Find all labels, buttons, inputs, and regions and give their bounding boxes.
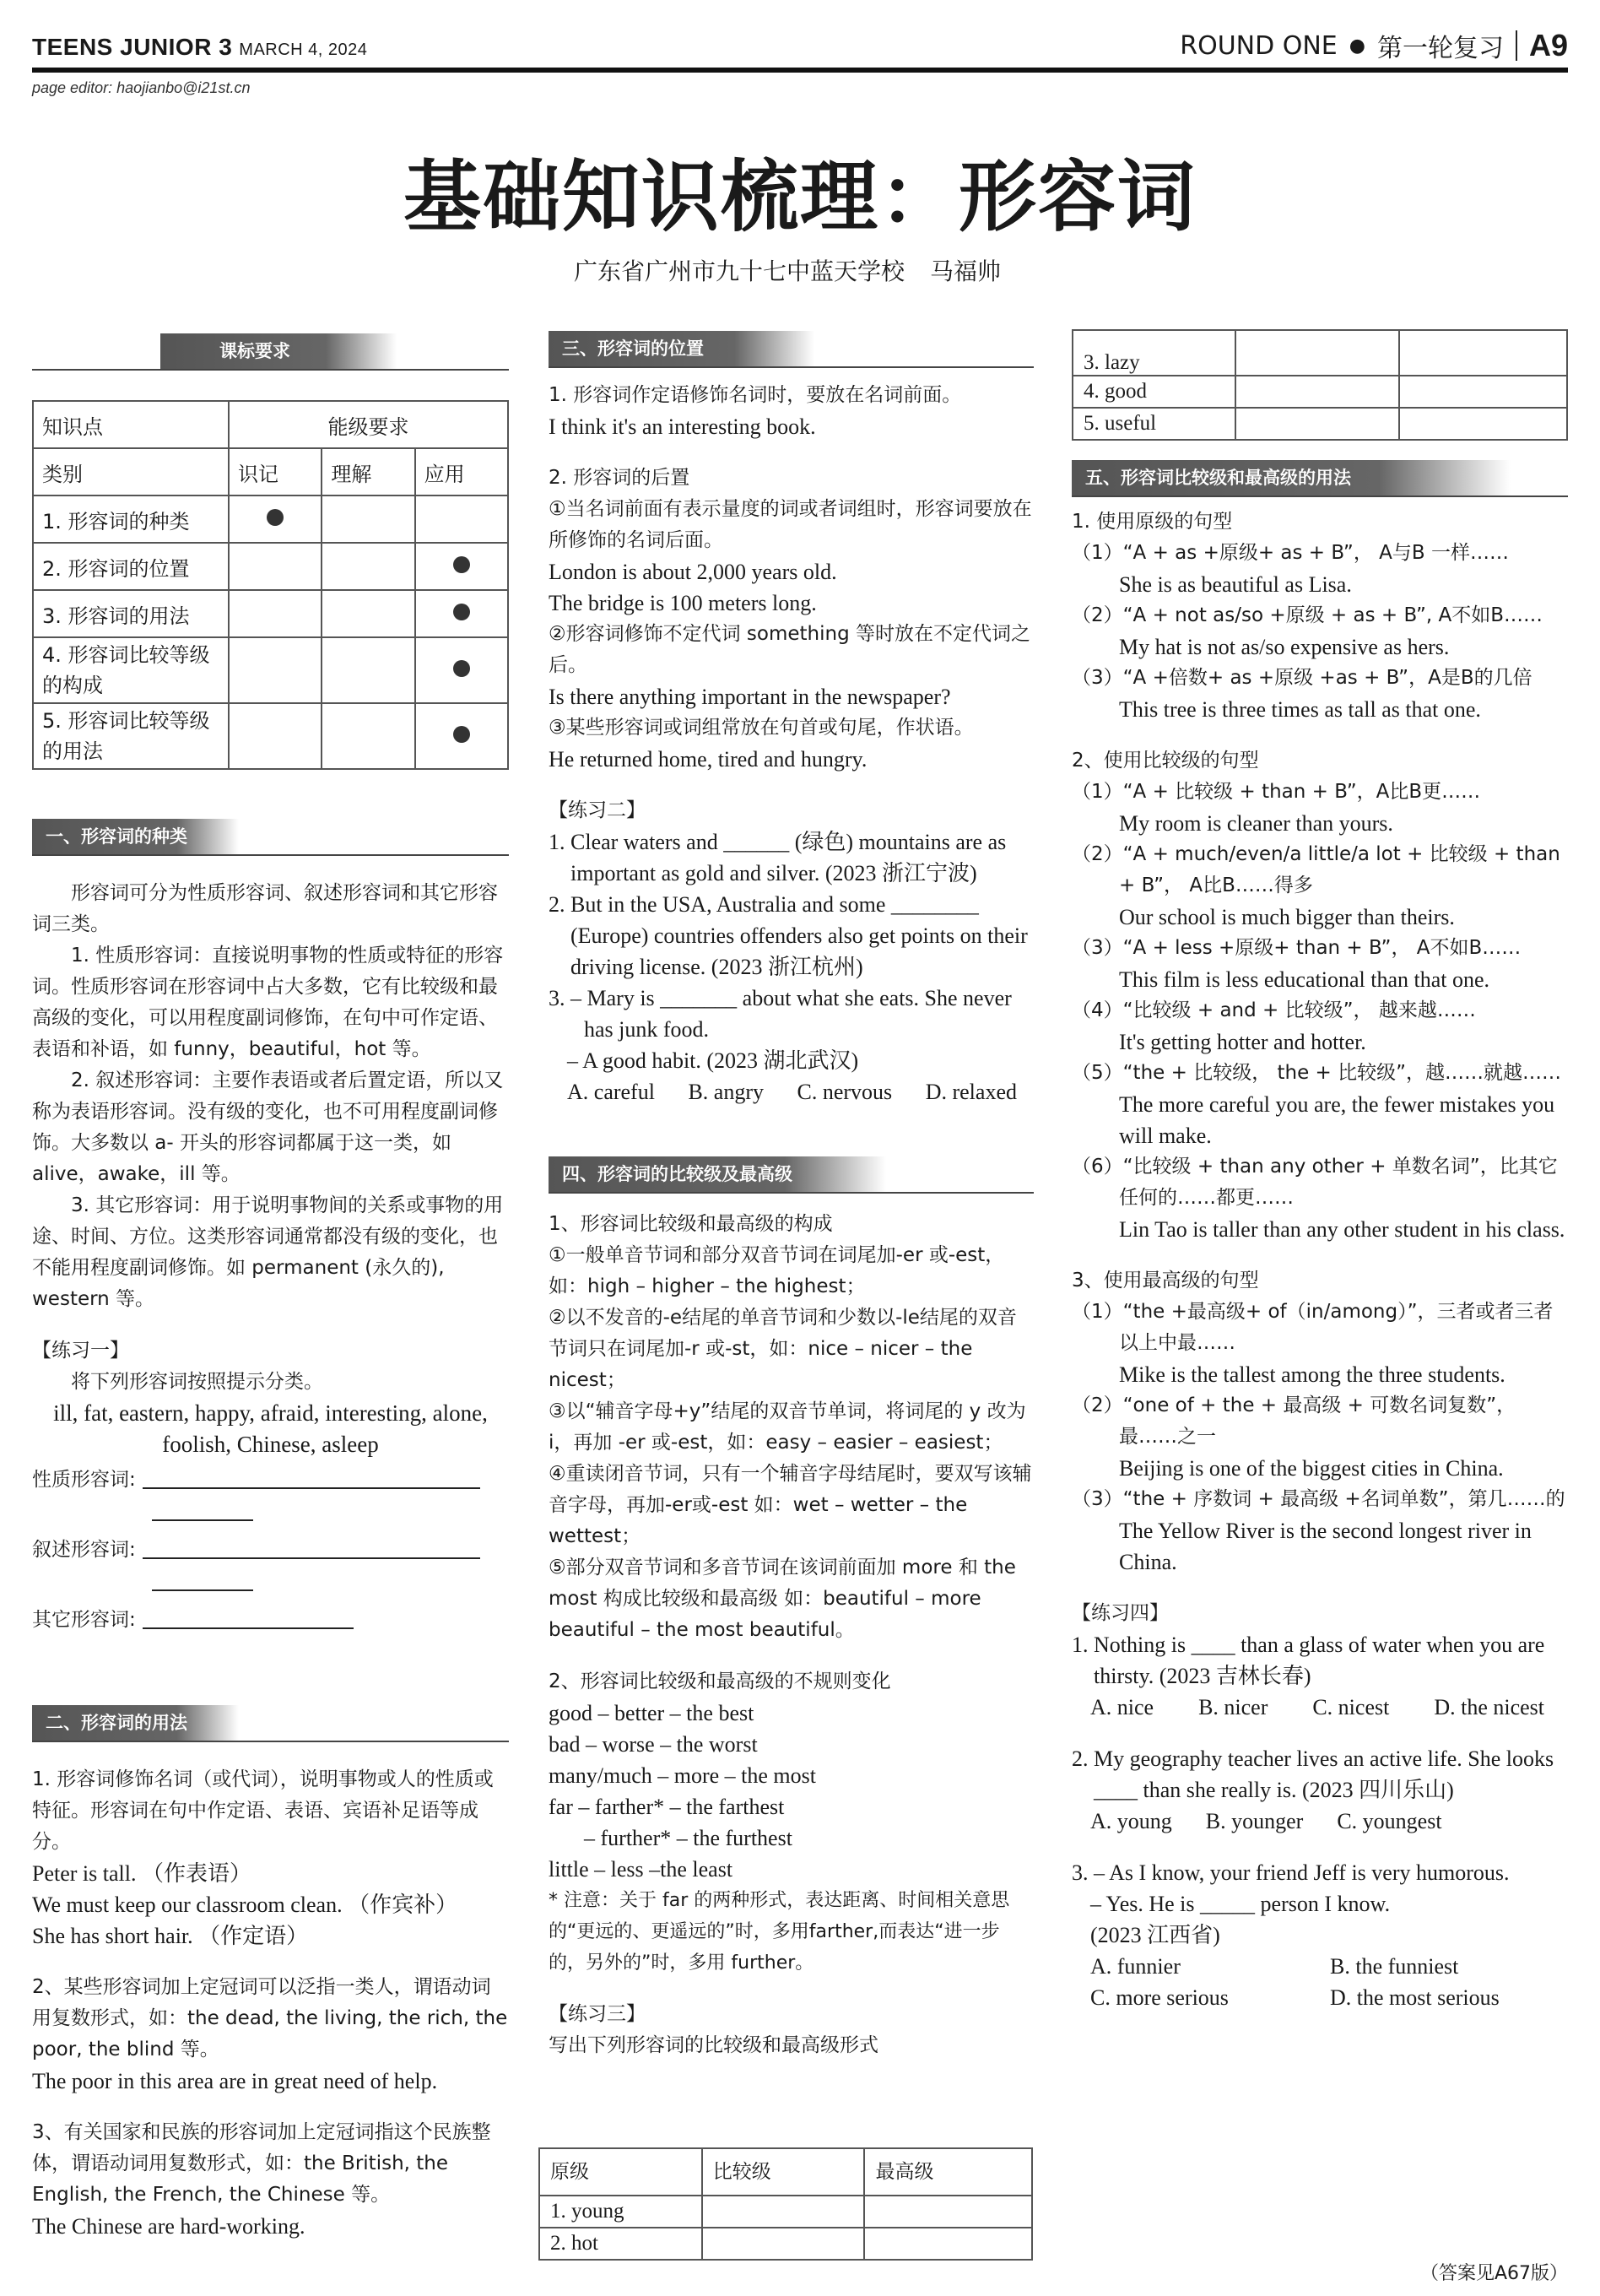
- dot-icon: [453, 556, 470, 573]
- table-cell: [229, 637, 322, 703]
- exercise-options: [1072, 1692, 1570, 1723]
- section-1-body: [32, 878, 509, 1636]
- pattern: （3）“A + less +原级+ than + B”， A不如B……: [1072, 937, 1522, 959]
- blank-field[interactable]: [152, 1568, 253, 1591]
- paragraph: 2、某些形容词加上定冠词可以泛指一类人，谓语动词用复数形式，如：the dead, the living, the rich, the poor, the blind 等。: [32, 1976, 508, 2060]
- paragraph: ①一般单音节词和部分双音节词在词尾加-er 或-est，如：high – higher – the highest；: [549, 1244, 1005, 1297]
- answer-label: 叙述形容词:: [32, 1539, 136, 1561]
- blank-cell[interactable]: [702, 2196, 865, 2228]
- example-sentence: She has short hair. （作定语）: [32, 1924, 309, 1948]
- example-sentence: Lin Tao is taller than any other student in his class.: [1119, 1217, 1565, 1242]
- dot-icon: [453, 660, 470, 677]
- section-rule: [32, 854, 509, 856]
- paragraph: 3. 其它形容词：用于说明事物间的关系或事物的用途、时间、方位。这类形容词通常都没有级的变化，也不能用程度副词修饰。如 permanent (永久的), western 等。: [32, 1194, 504, 1310]
- issue-date: MARCH 4, 2024: [239, 41, 368, 59]
- paragraph: 1. 形容词作定语修饰名词时，要放在名词前面。: [549, 384, 962, 406]
- round-cn-label: 第一轮复习: [1376, 34, 1504, 63]
- option[interactable]: C. nervous: [797, 1080, 893, 1104]
- section-header-1: 一、形容词的种类: [32, 819, 239, 854]
- pattern: （2）“A + much/even/a little/a lot + 比较级 + than + B”， A比B……得多: [1072, 843, 1560, 896]
- example-sentence: The poor in this area are in great need of help.: [32, 2069, 438, 2093]
- blank-cell[interactable]: [702, 2228, 865, 2260]
- spacer: [1072, 1837, 1570, 1857]
- table-cell: [415, 543, 508, 590]
- blank-cell[interactable]: [864, 2196, 1032, 2228]
- example-sentence: Peter is tall. （作表语）: [32, 1861, 251, 1886]
- pattern: （3）“the + 序数词 + 最高级 +名词单数”，第几……的: [1072, 1488, 1565, 1510]
- paragraph: 2. 形容词的后置: [549, 467, 690, 489]
- section-rule: [32, 369, 509, 371]
- table-cell: [415, 703, 508, 769]
- table-header-knowledge: 知识点: [33, 401, 229, 448]
- section-header-2: 二、形容词的用法: [32, 1705, 239, 1741]
- paragraph: 1. 性质形容词：直接说明事物的性质或特征的形容词。性质形容词在形容词中占大多数，它有比较级和最高级的变化，可以用程度副词修饰，在句中可作定语、表语和补语，如 funny，beautiful，hot 等。: [32, 945, 504, 1060]
- table-row: [33, 590, 508, 637]
- exercise-item: 1. Nothing is ____ than a glass of water when you are thirsty. (2023 吉林长春): [1072, 1633, 1545, 1688]
- option[interactable]: B. angry: [688, 1080, 764, 1104]
- dot-icon: [453, 604, 470, 620]
- section-rule: [32, 1741, 509, 1742]
- table-header-superlative: 最高级: [864, 2148, 1032, 2196]
- table-cell: 3. lazy: [1073, 330, 1235, 376]
- spacer: [1072, 1578, 1570, 1598]
- table-cell: 3. 形容词的用法: [33, 590, 229, 637]
- table-row: [33, 495, 508, 543]
- example-sentence: far – farther* – the farthest: [549, 1795, 785, 1819]
- table-row: [1073, 408, 1567, 440]
- blank-cell[interactable]: [1399, 376, 1567, 408]
- paragraph: 1. 形容词修饰名词（或代词），说明事物或人的性质或特征。形容词在句中作定语、表语、宾语补足语等成分。: [32, 1768, 494, 1853]
- table-cell: 5. useful: [1073, 408, 1235, 440]
- table-row: [539, 2196, 1032, 2228]
- answer-label: 性质形容词:: [32, 1469, 136, 1491]
- paragraph: 3、有关国家和民族的形容词加上定冠词指这个民族整体，谓语动词用复数形式，如：the British, the English, the French, the Chinese 等。: [32, 2121, 491, 2206]
- requirements-table: [32, 400, 509, 770]
- blank-cell[interactable]: [1235, 376, 1398, 408]
- option[interactable]: B. the funniest: [1330, 1954, 1459, 1979]
- round-label: ROUND ONE: [1180, 30, 1338, 61]
- table-cell: 5. 形容词比较等级的用法: [33, 703, 229, 769]
- pattern: （5）“the + 比较级， the + 比较级”，越……就越……: [1072, 1062, 1562, 1084]
- spacer: [549, 442, 1034, 463]
- exercise-instruction: 将下列形容词按照提示分类。: [71, 1371, 323, 1393]
- page-editor: page editor: haojianbo@i21st.cn: [32, 79, 251, 96]
- forms-table-continued: [1072, 329, 1568, 441]
- section-4-body: [549, 1209, 1034, 2061]
- exercise-item: 3. – Mary is _______ about what she eats. She never has junk food.: [549, 986, 1012, 1042]
- section-5-body: [1072, 506, 1570, 2013]
- table-cell: [322, 703, 414, 769]
- example-sentence: I think it's an interesting book.: [549, 414, 816, 439]
- section-header-5: 五、形容词比较级和最高级的用法: [1072, 460, 1511, 495]
- spacer: [1072, 1723, 1570, 1743]
- table-header-memorize: 识记: [229, 448, 322, 495]
- newspaper-name: [32, 34, 367, 61]
- table-row: [33, 637, 508, 703]
- section-rule: [549, 366, 1034, 368]
- spacer: [1072, 725, 1570, 745]
- example-sentence: Is there anything important in the newspaper?: [549, 685, 951, 709]
- option[interactable]: D. the most serious: [1330, 1985, 1500, 2010]
- paragraph: 1、形容词比较级和最高级的构成: [549, 1213, 833, 1235]
- table-cell: [322, 590, 414, 637]
- section-rule: [1072, 495, 1568, 497]
- exercise-item: – Yes. He is _____ person I know.: [1090, 1892, 1391, 1916]
- paragraph: ⑤部分双音节词和多音节词在该词前面加 more 和 the most 构成比较级和最高级 如：beautiful – more beautiful – the most beautiful。: [549, 1557, 1016, 1641]
- example-sentence: many/much – more – the most: [549, 1763, 817, 1788]
- table-row: [539, 2228, 1032, 2260]
- example-sentence: My hat is not as/so expensive as hers.: [1119, 635, 1450, 659]
- option[interactable]: B. younger: [1205, 1809, 1304, 1833]
- exercise-title: 【练习一】: [32, 1340, 129, 1362]
- section-3-body: [549, 380, 1034, 1107]
- table-cell: 1. young: [539, 2196, 702, 2228]
- example-sentence: This film is less educational than that one.: [1119, 967, 1490, 992]
- paper-title: TEENS JUNIOR 3: [32, 34, 233, 60]
- exercise-options: [1072, 1951, 1570, 2013]
- table-header-comparative: 比较级: [702, 2148, 865, 2196]
- spacer: [549, 775, 1034, 795]
- pattern: （6）“比较级 + than any other + 单数名词”，比其它任何的……都更……: [1072, 1156, 1558, 1209]
- paragraph: 3、使用最高级的句型: [1072, 1270, 1259, 1292]
- pattern: （2）“one of + the + 最高级 + 可数名词复数”，最……之一: [1072, 1394, 1516, 1448]
- pattern: （4）“比较级 + and + 比较级”， 越来越……: [1072, 999, 1476, 1021]
- exercise-item: 2. My geography teacher lives an active life. She looks ____ than she really is. (2023 四川乐山): [1072, 1746, 1554, 1802]
- table-cell: [229, 543, 322, 590]
- exercise-options: [549, 1076, 1034, 1107]
- table-header-level: 能级要求: [229, 401, 508, 448]
- table-cell: [322, 543, 414, 590]
- section-label: [1180, 27, 1568, 64]
- example-sentence: We must keep our classroom clean. （作宾补）: [32, 1893, 458, 1917]
- table-cell: [229, 590, 322, 637]
- exercise-words: ill, fat, eastern, happy, afraid, interesting, alone, foolish, Chinese, asleep: [53, 1400, 488, 1457]
- pattern: （1）“the +最高级+ of（in/among）”，三者或者三者以上中最……: [1072, 1301, 1554, 1354]
- author-school: 广东省广州市九十七中蓝天学校: [574, 257, 905, 285]
- exercise-item: – A good habit. (2023 湖北武汉): [567, 1048, 859, 1073]
- answer-line: [32, 1464, 509, 1527]
- paragraph: ②形容词修饰不定代词 something 等时放在不定代词之后。: [549, 623, 1031, 676]
- example-sentence: Mike is the tallest among the three students.: [1119, 1362, 1505, 1387]
- spacer: [549, 1646, 1034, 1666]
- example-sentence: Our school is much bigger than theirs.: [1119, 905, 1455, 929]
- example-sentence: bad – worse – the worst: [549, 1732, 758, 1757]
- page-number: A9: [1528, 28, 1568, 62]
- example-sentence: little – less –the least: [549, 1857, 733, 1882]
- example-sentence: She is as beautiful as Lisa.: [1119, 572, 1352, 597]
- table-row: [1073, 376, 1567, 408]
- option[interactable]: C. more serious: [1090, 1985, 1229, 2010]
- paragraph: ④重读闭音节词，只有一个辅音字母结尾时，要双写该辅音字母，再加-er或-est 如：wet – wetter – the wettest；: [549, 1463, 1032, 1547]
- example-sentence: The Yellow River is the second longest river in China.: [1119, 1519, 1532, 1574]
- blank-field[interactable]: [143, 1606, 354, 1629]
- option[interactable]: A. nice: [1090, 1695, 1154, 1719]
- blank-cell[interactable]: [1399, 408, 1567, 440]
- exercise-item: (2023 江西省): [1090, 1923, 1220, 1947]
- exercise-item: 3. – As I know, your friend Jeff is very humorous.: [1072, 1860, 1510, 1885]
- table-cell: 4. good: [1073, 376, 1235, 408]
- table-cell: 4. 形容词比较等级的构成: [33, 637, 229, 703]
- blank-cell[interactable]: [1235, 408, 1398, 440]
- spacer: [32, 1315, 509, 1335]
- example-sentence: The more careful you are, the fewer mistakes you will make.: [1119, 1092, 1555, 1148]
- paragraph: 2、使用比较级的句型: [1072, 750, 1259, 772]
- paragraph: 2. 叙述形容词：主要作表语或者后置定语，所以又称为表语形容词。没有级的变化，也不可用程度副词修饰。大多数以 a- 开头的形容词都属于这一类，如 alive，awake，ill 等。: [32, 1069, 504, 1185]
- table-cell: 2. hot: [539, 2228, 702, 2260]
- blank-field[interactable]: [143, 1465, 480, 1489]
- note: * 注意：关于 far 的两种形式，表达距离、时间相关意思的“更远的、更遥远的”时，多用farther,而表达“进一步的，另外的”时，多用 further。: [549, 1890, 1010, 1974]
- table-cell: [322, 637, 414, 703]
- option[interactable]: A. funnier: [1090, 1954, 1181, 1979]
- exercise-title: 【练习四】: [1072, 1602, 1169, 1624]
- paragraph: ③以“辅音字母+y”结尾的双音节单词，将词尾的 y 改为 i，再加 -er 或-est，如：easy – easier – easiest；: [549, 1400, 1026, 1454]
- example-sentence: good – better – the best: [549, 1701, 754, 1725]
- spacer: [549, 1979, 1034, 1999]
- example-sentence: My room is cleaner than yours.: [1119, 811, 1393, 836]
- exercise-options: [1072, 1806, 1570, 1837]
- table-cell: [415, 590, 508, 637]
- pattern: （3）“A +倍数+ as +原级 +as + B”，A是B的几倍: [1072, 667, 1532, 689]
- example-sentence: London is about 2,000 years old.: [549, 560, 837, 584]
- spacer: [1072, 1245, 1570, 1265]
- option[interactable]: D. the nicest: [1434, 1695, 1544, 1719]
- table-row: [33, 703, 508, 769]
- pattern: （1）“A + as +原级+ as + B”， A与B 一样……: [1072, 542, 1509, 564]
- option[interactable]: A. young: [1090, 1809, 1172, 1833]
- paragraph: ①当名词前面有表示量度的词或者词组时，形容词要放在所修饰的名词后面。: [549, 498, 1032, 551]
- option[interactable]: B. nicer: [1198, 1695, 1268, 1719]
- table-header-apply: 应用: [415, 448, 508, 495]
- bullet-icon: ●: [1349, 35, 1365, 57]
- section-rule: [549, 1192, 1034, 1194]
- example-sentence: The bridge is 100 meters long.: [549, 591, 817, 615]
- answer-line: [32, 1534, 509, 1597]
- page-title: 基础知识梳理：形容词: [403, 152, 1197, 242]
- option[interactable]: D. relaxed: [925, 1080, 1017, 1104]
- spacer: [32, 2097, 509, 2117]
- table-cell: [415, 495, 508, 543]
- example-sentence: The Chinese are hard-working.: [32, 2214, 305, 2239]
- pattern: （2）“A + not as/so +原级 + as + B”, A不如B……: [1072, 604, 1543, 626]
- dot-icon: [453, 726, 470, 743]
- author-name: 马福帅: [930, 257, 1002, 285]
- example-sentence: Beijing is one of the biggest cities in China.: [1119, 1456, 1504, 1481]
- example-sentence: It's getting hotter and hotter.: [1119, 1030, 1366, 1054]
- dot-icon: [267, 509, 284, 526]
- paragraph: ②以不发音的-e结尾的单音节词和少数以-le结尾的双音节词只在词尾加-r 或-st，如：nice – nicer – the nicest；: [549, 1307, 1017, 1391]
- paragraph: 形容词可分为性质形容词、叙述形容词和其它形容词三类。: [32, 882, 498, 935]
- table-header-understand: 理解: [322, 448, 414, 495]
- paragraph: ③某些形容词或词组常放在句首或句尾，作状语。: [549, 717, 974, 739]
- exercise-item: 2. But in the USA, Australia and some ________ (Europe) countries offenders also get points on their driving license. (2023 浙江杭州): [549, 892, 1028, 979]
- blank-cell[interactable]: [864, 2228, 1032, 2260]
- option[interactable]: C. youngest: [1337, 1809, 1442, 1833]
- exercise-instruction: 写出下列形容词的比较级和最高级形式: [549, 2034, 878, 2056]
- example-sentence: – further* – the furthest: [584, 1826, 792, 1850]
- table-cell: [229, 495, 322, 543]
- table-row: [33, 543, 508, 590]
- section-header-4: 四、形容词的比较级及最高级: [549, 1156, 886, 1192]
- table-cell: 1. 形容词的种类: [33, 495, 229, 543]
- exercise-title: 【练习二】: [549, 799, 646, 821]
- answer-label: 其它形容词:: [32, 1609, 136, 1631]
- table-row: [1073, 330, 1567, 376]
- blank-field[interactable]: [152, 1497, 253, 1521]
- option[interactable]: A. careful: [567, 1080, 655, 1104]
- author-line: [574, 253, 1001, 287]
- table-header-base: 原级: [539, 2148, 702, 2196]
- answer-line: [32, 1604, 509, 1636]
- option[interactable]: C. nicest: [1312, 1695, 1390, 1719]
- pattern: （1）“A + 比较级 + than + B”，A比B更……: [1072, 781, 1481, 803]
- forms-table: [538, 2147, 1033, 2261]
- paragraph: 2、形容词比较级和最高级的不规则变化: [549, 1671, 891, 1692]
- example-sentence: He returned home, tired and hungry.: [549, 747, 868, 772]
- paragraph: 1. 使用原级的句型: [1072, 511, 1233, 533]
- blank-cell[interactable]: [1399, 330, 1567, 376]
- example-sentence: This tree is three times as tall as that one.: [1119, 697, 1481, 722]
- table-cell: [229, 703, 322, 769]
- section-header-requirements: 课标要求: [160, 333, 397, 369]
- table-cell: [322, 495, 414, 543]
- section-2-body: [32, 1764, 509, 2242]
- table-cell: [415, 637, 508, 703]
- header-rule: [32, 68, 1568, 73]
- divider: [1516, 30, 1517, 61]
- table-header-category: 类别: [33, 448, 229, 495]
- blank-cell[interactable]: [1235, 330, 1398, 376]
- table-cell: 2. 形容词的位置: [33, 543, 229, 590]
- answer-note: （答案见A67版）: [1419, 2263, 1568, 2284]
- exercise-item: 1. Clear waters and ______ (绿色) mountains are as important as gold and silver. (2023 浙江宁波): [549, 830, 1007, 885]
- exercise-title: 【练习三】: [549, 2003, 646, 2025]
- spacer: [32, 1952, 509, 1972]
- blank-field[interactable]: [143, 1535, 480, 1559]
- section-header-3: 三、形容词的位置: [549, 331, 814, 366]
